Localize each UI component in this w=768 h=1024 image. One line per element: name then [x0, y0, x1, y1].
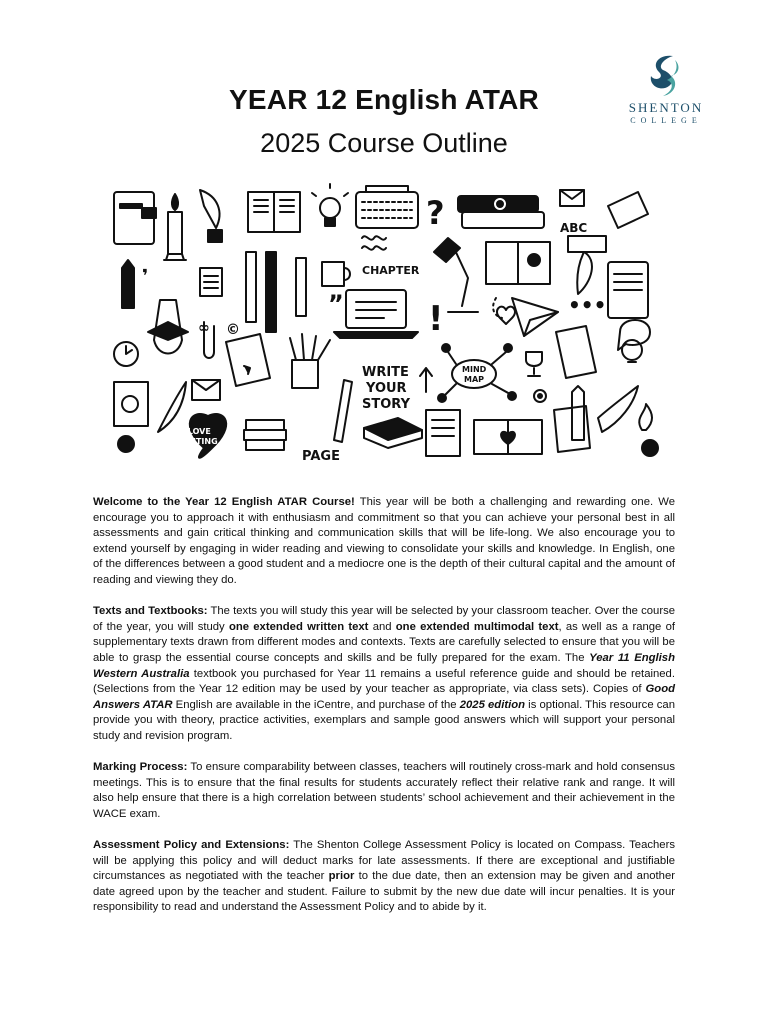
feather-2-icon	[158, 382, 186, 432]
marking-lead: Marking Process:	[93, 761, 188, 774]
texts-lead: Texts and Textbooks:	[93, 605, 208, 618]
paper-plane-icon	[512, 298, 558, 336]
laptop-icon	[334, 290, 418, 338]
trophy-icon	[526, 352, 542, 376]
texts-text-6: is optional. This resource can provide you with theory, practice activities, exemplars and sample good answers which will support your personal study and revision program.	[93, 698, 675, 742]
your-label: YOUR	[366, 381, 407, 396]
ink-splat-2-icon	[642, 440, 658, 456]
ink-splat-icon	[118, 436, 134, 452]
vase-icon	[148, 300, 188, 354]
mini-heart-icon	[497, 307, 515, 324]
welcome-text: This year will be both a challenging and rewarding one. We encourage you to approach it with enthusiasm and commitment so that you can achieve your personal best in all assessments and gain critical thinking and communication skills that will be life-long. We also encourage you to extend yourself by engaging in wider reading and viewing to consolidate your skills and knowledge. In English, one of the differences between a good student and a mediocre one is the depth of their cultural capital and the amount of reading and viewing they do.	[93, 496, 675, 586]
note-icon	[608, 192, 648, 228]
assessment-text-2: to the due date, then an extension may be given and another date agreed upon by the teacher and student. Failure to submit by the new due date will incur penalties. It is your responsibility to read and understand the Assessment Policy and to abide by it.	[93, 870, 675, 914]
textbook-title: Year 11 English Western Australia	[93, 651, 675, 680]
marking-paragraph	[93, 760, 675, 822]
svg-text:!: !	[428, 299, 444, 339]
page-subtitle: 2025 Course Outline	[260, 128, 508, 158]
edition-title: 2025 edition	[459, 698, 526, 711]
paper-sheet-icon	[226, 334, 270, 386]
envelope-2-icon	[192, 380, 220, 400]
svg-text:•••: •••	[568, 293, 607, 317]
welcome-lead: Welcome to the Year 12 English ATAR Course!	[93, 496, 355, 508]
pen-icon	[246, 252, 306, 332]
assessment-lead: Assessment Policy and Extensions:	[93, 839, 290, 852]
logo-subname: COLLEGE	[630, 116, 702, 125]
lightbulb-2-icon	[622, 340, 642, 362]
certificate-icon	[114, 382, 148, 426]
notebook-icon	[114, 192, 156, 244]
school-logo	[616, 52, 716, 144]
hand-quill-icon	[598, 386, 638, 432]
story-label: STORY	[362, 397, 410, 412]
document-icon	[556, 326, 596, 378]
feather-icon	[577, 252, 592, 294]
gift-book-icon	[364, 418, 422, 448]
notepad-icon	[200, 268, 222, 296]
i-love-label: I LOVE	[182, 427, 211, 436]
clock-icon	[114, 342, 138, 366]
mug-icon	[322, 262, 350, 286]
open-book-plant-icon	[486, 242, 550, 284]
chapter-label: CHAPTER	[362, 264, 420, 277]
svg-text:?: ?	[426, 194, 445, 232]
svg-text:∞: ∞	[198, 320, 210, 336]
gear-icon	[534, 390, 546, 402]
page-title: YEAR 12 English ATAR	[229, 84, 539, 115]
marking-text: To ensure comparability between classes, teachers will routinely cross-mark and hold consensus meetings. This is to ensure that the final results for students accurately reflect their relative rank and range. It will also help ensure that there is a high correlation between students’ school achievement and their achievement in the WACE exam.	[93, 761, 675, 820]
scroll-icon	[426, 410, 460, 456]
texts-text-5: English are available in the iCentre, and purchase of the	[172, 698, 460, 711]
lightbulb-icon	[312, 184, 348, 226]
map-label: MAP	[464, 375, 485, 384]
typewriter-icon	[356, 186, 418, 228]
abc-label: ABC	[560, 221, 588, 235]
book-stack-icon	[458, 196, 544, 228]
texts-bold-2: one extended multimodal text	[395, 620, 559, 633]
quill-ink-icon	[200, 190, 222, 242]
texts-text-4: textbook you purchased for Year 11 remains a useful reference guide and should be retained. (Selections from the Year 12 edition may be used by your teacher as appropriate, via class sets). Copies of	[93, 667, 675, 696]
texts-paragraph	[93, 604, 675, 744]
fountain-pen-icon	[122, 260, 134, 308]
book-heart-icon	[474, 420, 542, 454]
assessment-text-1: The Shenton College Assessment Policy is located on Compass. Teachers will be applying this policy and will deduct marks for late assessments. If there are exceptional and justifiable circumstances as negotiated with the teacher	[93, 839, 675, 883]
writing-doodles-illustration	[108, 182, 664, 472]
pencil-icon	[334, 380, 352, 442]
up-arrow-icon	[420, 368, 432, 392]
candle-icon	[164, 194, 186, 260]
texts-text-1: The texts you will study this year will be selected by your classroom teacher. Over the course of the year, you will study	[93, 605, 676, 633]
logo-swirl-icon	[645, 52, 687, 98]
assessment-bold-prior: prior	[328, 870, 355, 883]
pencil-cup-icon	[290, 334, 330, 388]
good-answers-title: Good Answers ATAR	[93, 683, 675, 711]
welcome-paragraph	[93, 495, 675, 589]
open-book-icon	[248, 192, 300, 232]
flame-icon	[639, 404, 652, 430]
puzzle-icon	[568, 236, 606, 252]
writing-label: WRITING	[178, 437, 218, 446]
svg-text:©: ©	[226, 322, 240, 338]
texts-text-3: , as well as a range of supplementary texts drawn from different modes and contexts. Texts are carefully selected to ensure that you will be able to grasp the essential course concepts and skills and be fully prepared for the exam. The	[93, 620, 675, 664]
mind-label: MIND	[462, 365, 487, 374]
logo-name: SHENTON	[628, 100, 704, 115]
book-stack-2-icon	[244, 420, 286, 450]
svg-text:”: ”	[328, 290, 344, 318]
tablet-icon	[608, 262, 648, 318]
handwriting-scribble	[362, 236, 386, 249]
fountain-pen-2-icon	[572, 386, 584, 440]
texts-text-2: and	[368, 620, 396, 633]
assessment-paragraph	[93, 838, 675, 916]
page-label: PAGE	[302, 449, 340, 464]
texts-bold-1: one extended written text	[228, 620, 369, 633]
svg-text:❜: ❜	[142, 266, 149, 287]
write-label: WRITE	[362, 365, 409, 380]
envelope-icon	[560, 190, 584, 206]
course-outline-body	[93, 495, 675, 932]
